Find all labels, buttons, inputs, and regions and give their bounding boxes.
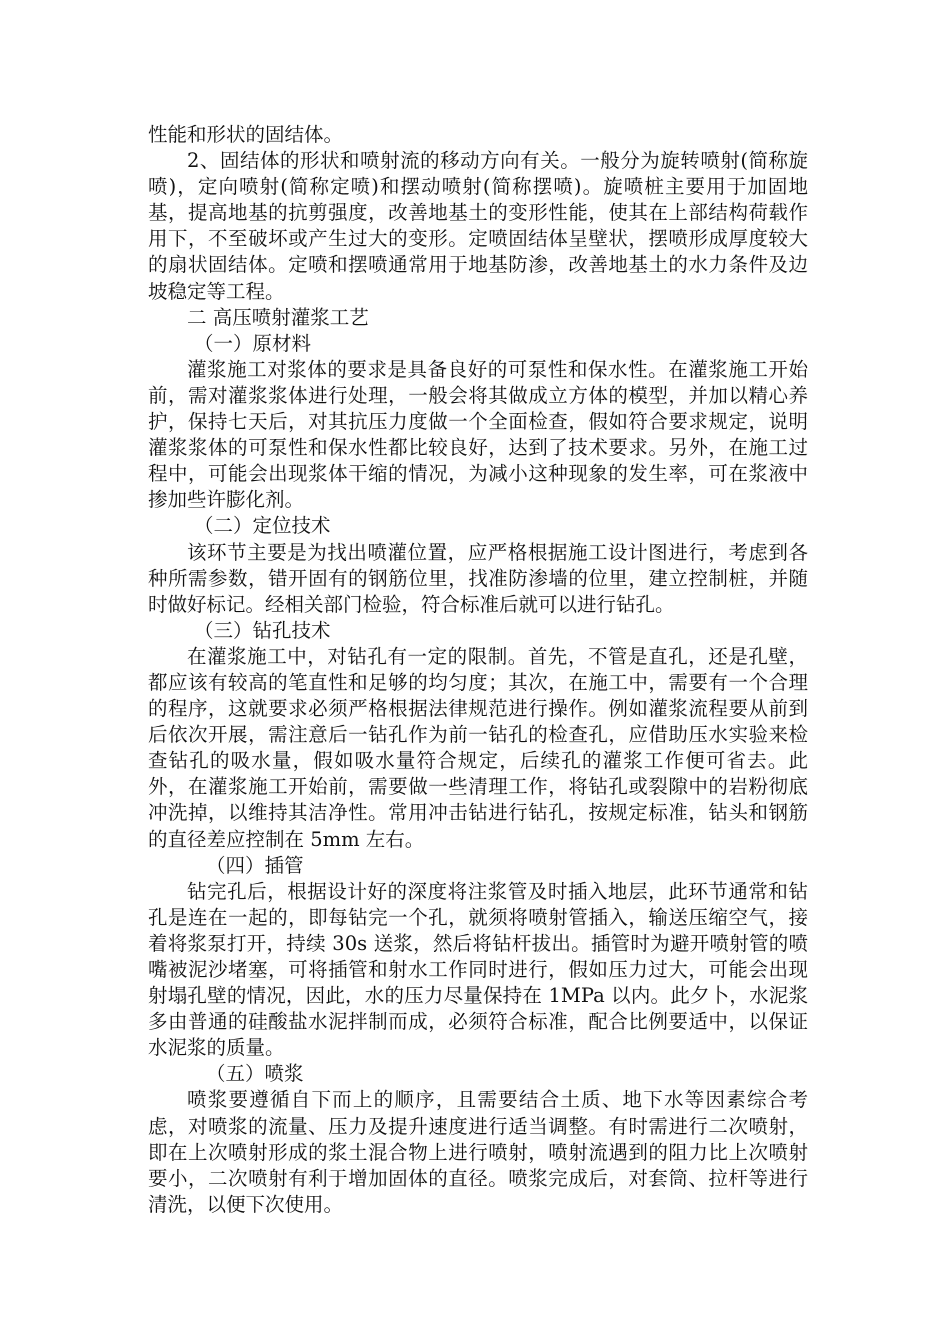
subheading-positioning: （二）定位技术 [194, 514, 331, 538]
paragraph-spray: 喷浆要遵循自下而上的顺序，且需要结合土质、地下水等因素综合考虑，对喷浆的流量、压力及提升速度进行适当调整。有时需进行二次喷射，即在上次喷射形成的浆土混合物上进行喷射，喷射流遇到的阻力比上次喷射要小，二次喷射有利于增加固体的直径。喷浆完成后，对套筒、拉杆等进行清洗，以便下次使用。 [148, 1088, 808, 1216]
paragraph-materials: 灌浆施工对浆体的要求是具备良好的可泵性和保水性。在灌浆施工开始前，需对灌浆浆体进行处理，一般会将其做成立方体的模型，并加以精心养护，保持七天后，对其抗压力度做一个全面检查，假如符合要求规定，说明灌浆浆体的可泵性和保水性都比较良好，达到了技术要求。另外，在施工过程中，可能会出现浆体干缩的情况，为减小这种现象的发生率，可在浆液中掺加些许膨化剂。 [148, 357, 808, 512]
paragraph-positioning: 该环节主要是为找出喷灌位置，应严格根据施工设计图进行，考虑到各种所需参数，错开固有的钢筋位里，找准防渗墙的位里，建立控制桩，并随时做好标记。经相关部门检验，符合标准后就可以进行钻孔。 [148, 540, 808, 616]
paragraph-drilling: 在灌浆施工中，对钻孔有一定的限制。首先，不管是直孔，还是孔壁，都应该有较高的笔直性和足够的均匀度；其次，在施工中，需要有一个合理的程序，这就要求必须严格根据法律规范进行操作。例如灌浆流程要从前到后依次开展，需注意后一钻孔作为前一钻孔的检查孔，应借助压水实验来检查钻孔的吸水量，假如吸水量符合规定，后续孔的灌浆工作便可省去。此外，在灌浆施工开始前，需要做一些清理工作，将钻孔或裂隙中的岩粉彻底冲洗掉，以维持其洁净性。常用冲击钻进行钻孔，按规定标准，钻头和钢筋的直径差应控制在 5mm 左右。 [148, 644, 808, 851]
paragraph-continuation: 性能和形状的固结体。 [148, 123, 344, 146]
section-heading: 二 高压喷射灌浆工艺 [187, 305, 369, 329]
document-page [148, 122, 808, 1218]
paragraph-shapes: 2、固结体的形状和喷射流的移动方向有关。一般分为旋转喷射(简称旋喷)，定向喷射(简称定喷)和摆动喷射(简称摆喷)。旋喷桩主要用于加固地基，提高地基的抗剪强度，改善地基土的变形性能，使其在上部结构荷载作用下，不至破坏或产生过大的变形。定喷固结体呈壁状，摆喷形成厚度较大的扇状固结体。定喷和摆喷通常用于地基防渗，改善地基土的水力条件及边坡稳定等工程。 [148, 149, 808, 303]
subheading-spray: （五）喷浆 [206, 1062, 304, 1086]
subheading-drilling: （三）钻孔技术 [194, 618, 331, 642]
subheading-materials: （一）原材料 [194, 331, 312, 355]
subheading-pipe: （四）插管 [206, 853, 304, 877]
paragraph-pipe: 钻完孔后，根据设计好的深度将注浆管及时插入地层，此环节通常和钻孔是连在一起的，即每钻完一个孔，就须将喷射管插入，输送压缩空气，接着将浆泵打开，持续 30s 送浆，然后将钻杆拔出。插管时为避开喷射管的喷嘴被泥沙堵塞，可将插管和射水工作同时进行，假如压力过大，可能会出现射塌孔壁的情况，因此，水的压力尽量保持在 1MPa 以内。此夕卜，水泥浆多由普通的硅酸盐水泥拌制而成，必须符合标准，配合比例要适中，以保证水泥浆的质量。 [148, 879, 808, 1060]
